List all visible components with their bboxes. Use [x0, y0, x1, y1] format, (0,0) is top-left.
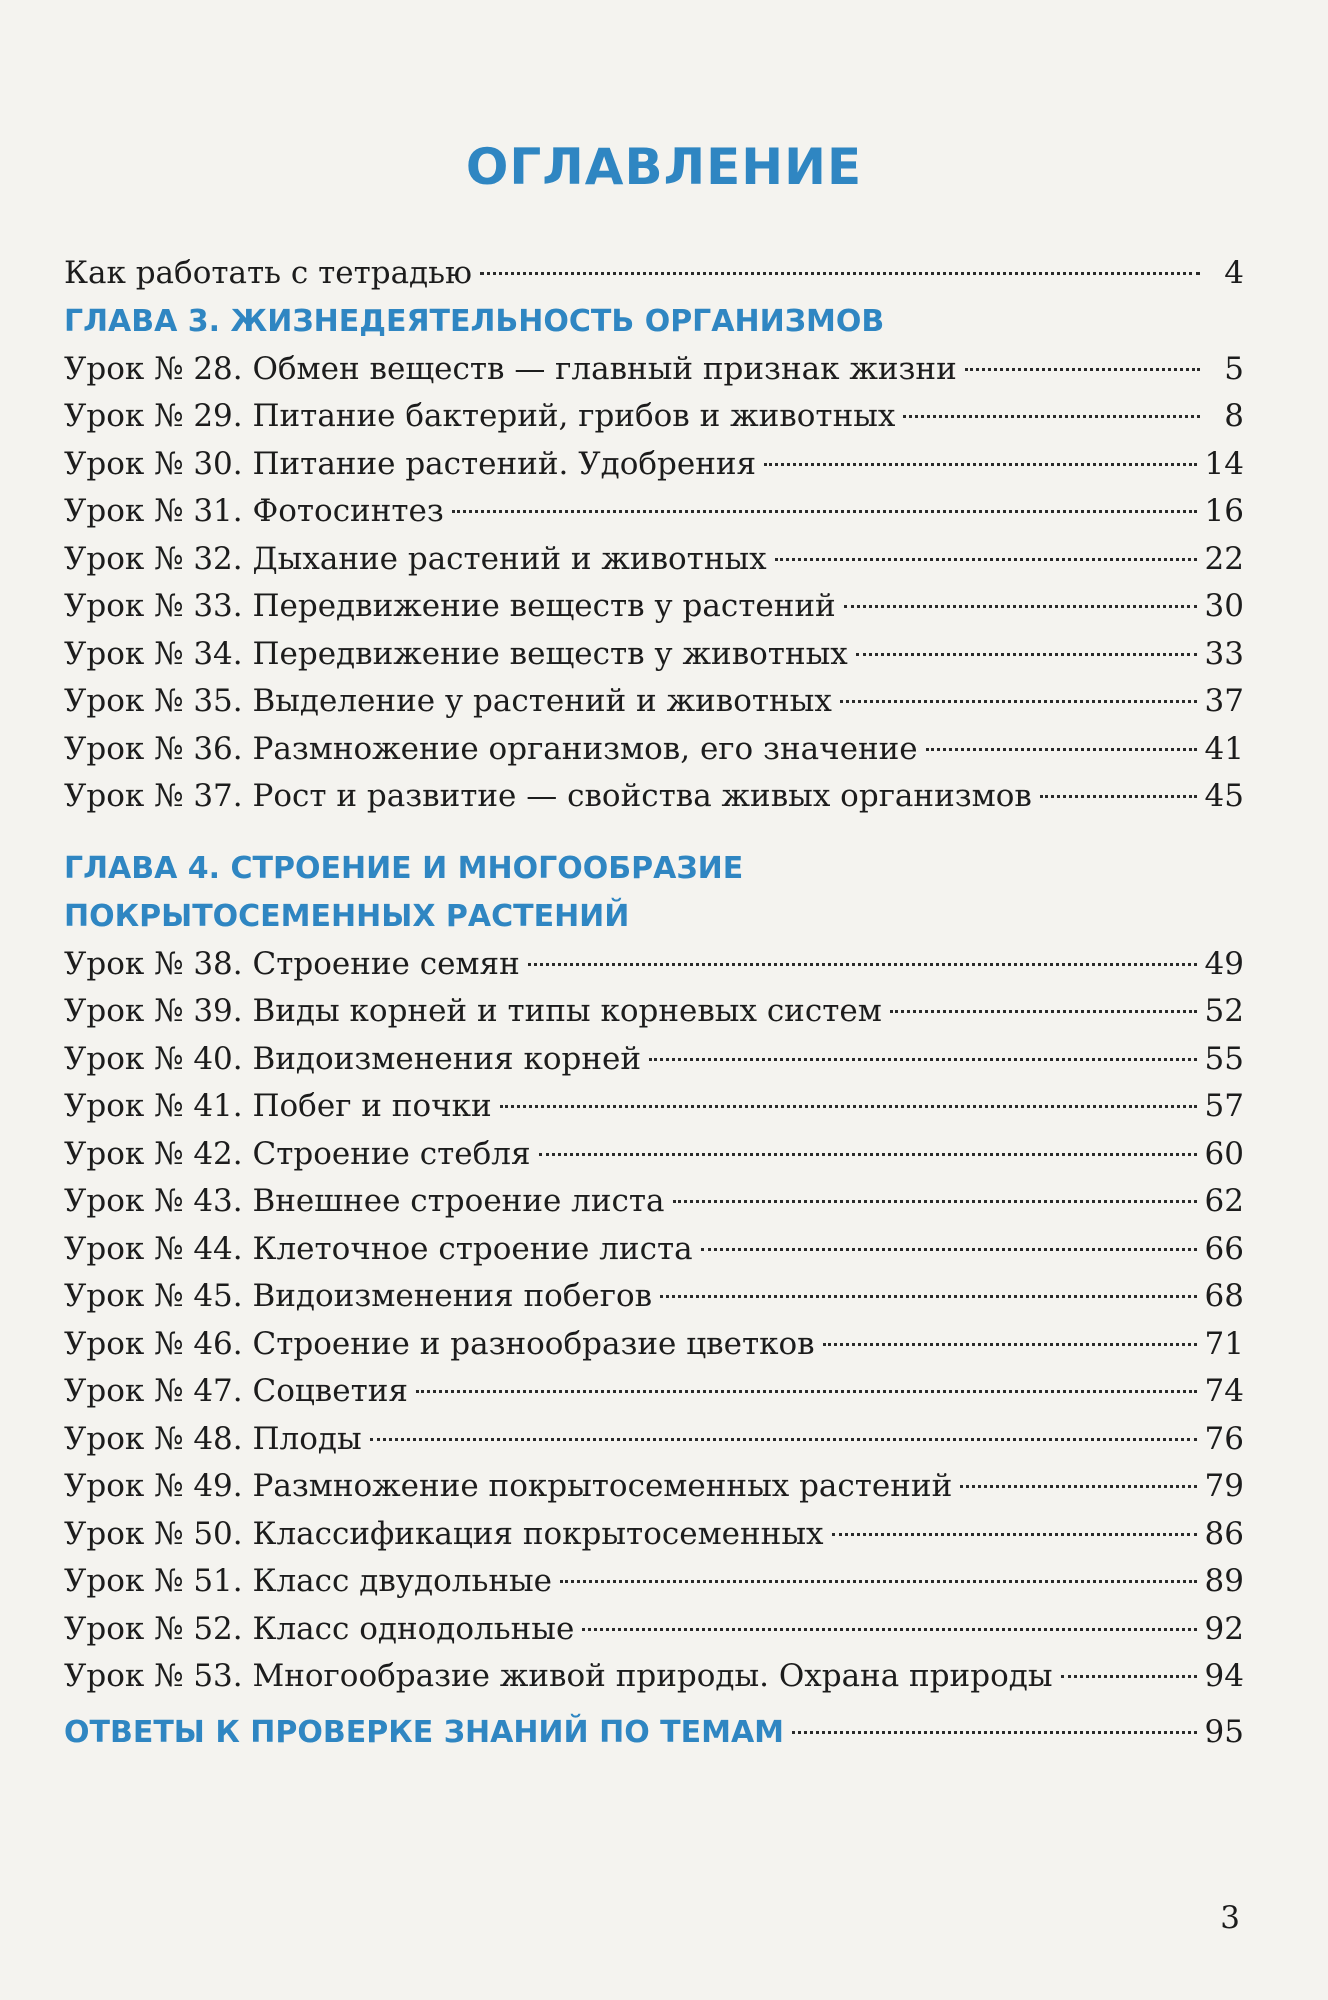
chapter-4-heading-line-2[interactable]: ПОКРЫТОСЕМЕННЫХ РАСТЕНИЙ	[64, 898, 630, 934]
dot-leader	[370, 1438, 1197, 1441]
toc-entry-page: 30	[1204, 588, 1244, 624]
dot-leader	[792, 1731, 1197, 1734]
toc-entry-label: Урок № 35. Выделение у растений и животных	[64, 683, 832, 719]
toc-entry-page: 60	[1204, 1135, 1244, 1172]
toc-entry-lesson-46[interactable]	[64, 1321, 1244, 1369]
dot-leader	[1061, 1675, 1197, 1678]
toc-entry-page: 95	[1204, 1713, 1244, 1750]
page-title: ОГЛАВЛЕНИЕ	[465, 138, 863, 196]
dot-leader	[649, 1058, 1197, 1061]
toc-entry-label: Урок № 31. Фотосинтез	[64, 493, 444, 529]
toc-entry-label: Урок № 28. Обмен веществ — главный признак жизни	[64, 350, 957, 387]
toc-entry-label: ОТВЕТЫ К ПРОВЕРКЕ ЗНАНИЙ ПО ТЕМАМ	[64, 1714, 785, 1750]
toc-entry-page: 57	[1204, 1088, 1244, 1124]
dot-leader	[560, 1580, 1197, 1583]
toc-entry-page: 49	[1204, 945, 1244, 982]
toc-entry-lesson-41[interactable]	[64, 1083, 1244, 1131]
toc-entry-page: 76	[1204, 1420, 1244, 1457]
toc-entry-page: 89	[1204, 1563, 1244, 1599]
toc-entry-label: Урок № 37. Рост и развитие — свойства живых организмов	[64, 778, 1032, 814]
toc-entry-label: Урок № 40. Видоизменения корней	[64, 1040, 641, 1077]
toc-entry-answers[interactable]	[64, 1709, 1244, 1757]
toc-entry-lesson-44[interactable]	[64, 1226, 1244, 1274]
dot-leader	[582, 1628, 1196, 1631]
toc-entry-label: Урок № 47. Соцветия	[64, 1373, 408, 1409]
toc-entry-page: 68	[1204, 1278, 1244, 1314]
dot-leader	[832, 1533, 1197, 1536]
chapter-4-heading-line-1[interactable]: ГЛАВА 4. СТРОЕНИЕ И МНОГООБРАЗИЕ	[64, 850, 744, 886]
toc-entry-page: 71	[1204, 1325, 1244, 1362]
dot-leader	[673, 1200, 1197, 1203]
toc-entry-lesson-32[interactable]	[64, 536, 1244, 584]
page-number: 3	[1220, 1900, 1240, 1936]
toc-entry-label: Урок № 32. Дыхание растений и животных	[64, 540, 767, 577]
dot-leader	[960, 1485, 1196, 1488]
dot-leader	[416, 1390, 1197, 1393]
dot-leader	[926, 748, 1197, 751]
dot-leader	[965, 368, 1200, 371]
toc-entry-lesson-39[interactable]	[64, 988, 1244, 1036]
dot-leader	[1040, 795, 1197, 798]
toc-entry-label: Урок № 41. Побег и почки	[64, 1088, 492, 1124]
dot-leader	[903, 415, 1200, 418]
toc-entry-lesson-48[interactable]	[64, 1416, 1244, 1464]
dot-leader	[480, 272, 1200, 275]
dot-leader	[500, 1105, 1197, 1108]
dot-leader	[452, 510, 1197, 513]
toc-entry-label: Урок № 42. Строение стебля	[64, 1135, 531, 1172]
toc-entry-label: Урок № 49. Размножение покрытосеменных растений	[64, 1468, 953, 1504]
toc-entry-page: 94	[1204, 1658, 1244, 1694]
toc-entry-page: 41	[1204, 730, 1244, 767]
toc-entry-label: Урок № 46. Строение и разнообразие цветков	[64, 1325, 815, 1362]
toc-entry-lesson-37[interactable]	[64, 773, 1244, 821]
toc-entry-lesson-45[interactable]	[64, 1273, 1244, 1321]
dot-leader	[840, 700, 1197, 703]
dot-leader	[701, 1248, 1197, 1251]
toc-entry-page: 66	[1204, 1230, 1244, 1267]
toc-entry-lesson-33[interactable]	[64, 583, 1244, 631]
toc-entry-lesson-51[interactable]	[64, 1558, 1244, 1606]
chapter-3-heading[interactable]: ГЛАВА 3. ЖИЗНЕДЕЯТЕЛЬНОСТЬ ОРГАНИЗМОВ	[64, 303, 885, 339]
toc-entry-lesson-34[interactable]	[64, 631, 1244, 679]
toc-entry-label: Урок № 44. Клеточное строение листа	[64, 1230, 693, 1267]
toc-entry-lesson-38[interactable]	[64, 941, 1244, 989]
dot-leader	[823, 1343, 1197, 1346]
toc-entry-label: Урок № 48. Плоды	[64, 1420, 362, 1457]
toc-entry-page: 86	[1204, 1515, 1244, 1552]
toc-entry-page: 33	[1204, 635, 1244, 672]
toc-entry-page: 22	[1204, 540, 1244, 577]
toc-entry-label: Урок № 52. Класс однодольные	[64, 1610, 575, 1647]
toc-entry-label: Урок № 39. Виды корней и типы корневых систем	[64, 993, 882, 1029]
dot-leader	[890, 1010, 1197, 1013]
toc-entry-lesson-40[interactable]	[64, 1036, 1244, 1084]
toc-entry-intro[interactable]	[64, 250, 1244, 298]
toc-entry-label: Урок № 51. Класс двудольные	[64, 1563, 553, 1599]
chapter-3-lessons	[64, 346, 1244, 821]
dot-leader	[775, 558, 1197, 561]
toc-entry-page: 55	[1204, 1040, 1244, 1077]
toc-entry-lesson-36[interactable]	[64, 726, 1244, 774]
toc-entry-page: 45	[1204, 778, 1244, 814]
toc-entry-lesson-49[interactable]	[64, 1463, 1244, 1511]
toc-entry-label: Урок № 33. Передвижение веществ у растений	[64, 588, 836, 624]
toc-entry-lesson-30[interactable]	[64, 441, 1244, 489]
dot-leader	[764, 463, 1196, 466]
toc-entry-lesson-43[interactable]	[64, 1178, 1244, 1226]
dot-leader	[528, 963, 1197, 966]
toc-entry-page: 62	[1204, 1183, 1244, 1219]
toc-entry-page: 52	[1204, 993, 1244, 1029]
toc-entry-lesson-29[interactable]	[64, 393, 1244, 441]
toc-entry-label: Урок № 50. Классификация покрытосеменных	[64, 1515, 824, 1552]
toc-entry-page: 16	[1204, 493, 1244, 529]
toc-entry-page: 37	[1204, 683, 1244, 719]
toc-entry-label: Урок № 43. Внешнее строение листа	[64, 1183, 665, 1219]
toc-entry-lesson-47[interactable]	[64, 1368, 1244, 1416]
toc-entry-label: Урок № 45. Видоизменения побегов	[64, 1278, 653, 1314]
toc-entry-label: Урок № 29. Питание бактерий, грибов и животных	[64, 398, 896, 434]
dot-leader	[856, 653, 1197, 656]
toc-entry-lesson-50[interactable]	[64, 1511, 1244, 1559]
toc-entry-label: Урок № 53. Многообразие живой природы. Охрана природы	[64, 1658, 1053, 1694]
dot-leader	[660, 1295, 1196, 1298]
chapter-4-lessons	[64, 941, 1244, 1701]
toc-entry-label: Урок № 38. Строение семян	[64, 945, 520, 982]
toc-entry-lesson-52[interactable]	[64, 1606, 1244, 1654]
toc-entry-page: 74	[1204, 1373, 1244, 1409]
toc-entry-lesson-28[interactable]	[64, 346, 1244, 394]
toc-entry-label: Урок № 36. Размножение организмов, его значение	[64, 730, 918, 767]
dot-leader	[539, 1153, 1197, 1156]
toc-entry-page: 14	[1204, 445, 1244, 482]
toc-entry-label: Как работать с тетрадью	[64, 255, 473, 291]
toc-entry-lesson-42[interactable]	[64, 1131, 1244, 1179]
toc-entry-lesson-35[interactable]	[64, 678, 1244, 726]
toc-entry-label: Урок № 30. Питание растений. Удобрения	[64, 445, 757, 482]
toc-entry-page: 8	[1224, 398, 1244, 434]
dot-leader	[844, 605, 1197, 608]
toc-entry-label: Урок № 34. Передвижение веществ у животных	[64, 635, 848, 672]
toc-entry-page: 5	[1224, 350, 1244, 387]
toc-entry-page: 79	[1204, 1468, 1244, 1504]
table-of-contents	[64, 250, 1244, 1756]
toc-entry-page: 4	[1224, 255, 1244, 291]
toc-entry-lesson-53[interactable]	[64, 1653, 1244, 1701]
toc-entry-page: 92	[1204, 1610, 1244, 1647]
toc-entry-lesson-31[interactable]	[64, 488, 1244, 536]
